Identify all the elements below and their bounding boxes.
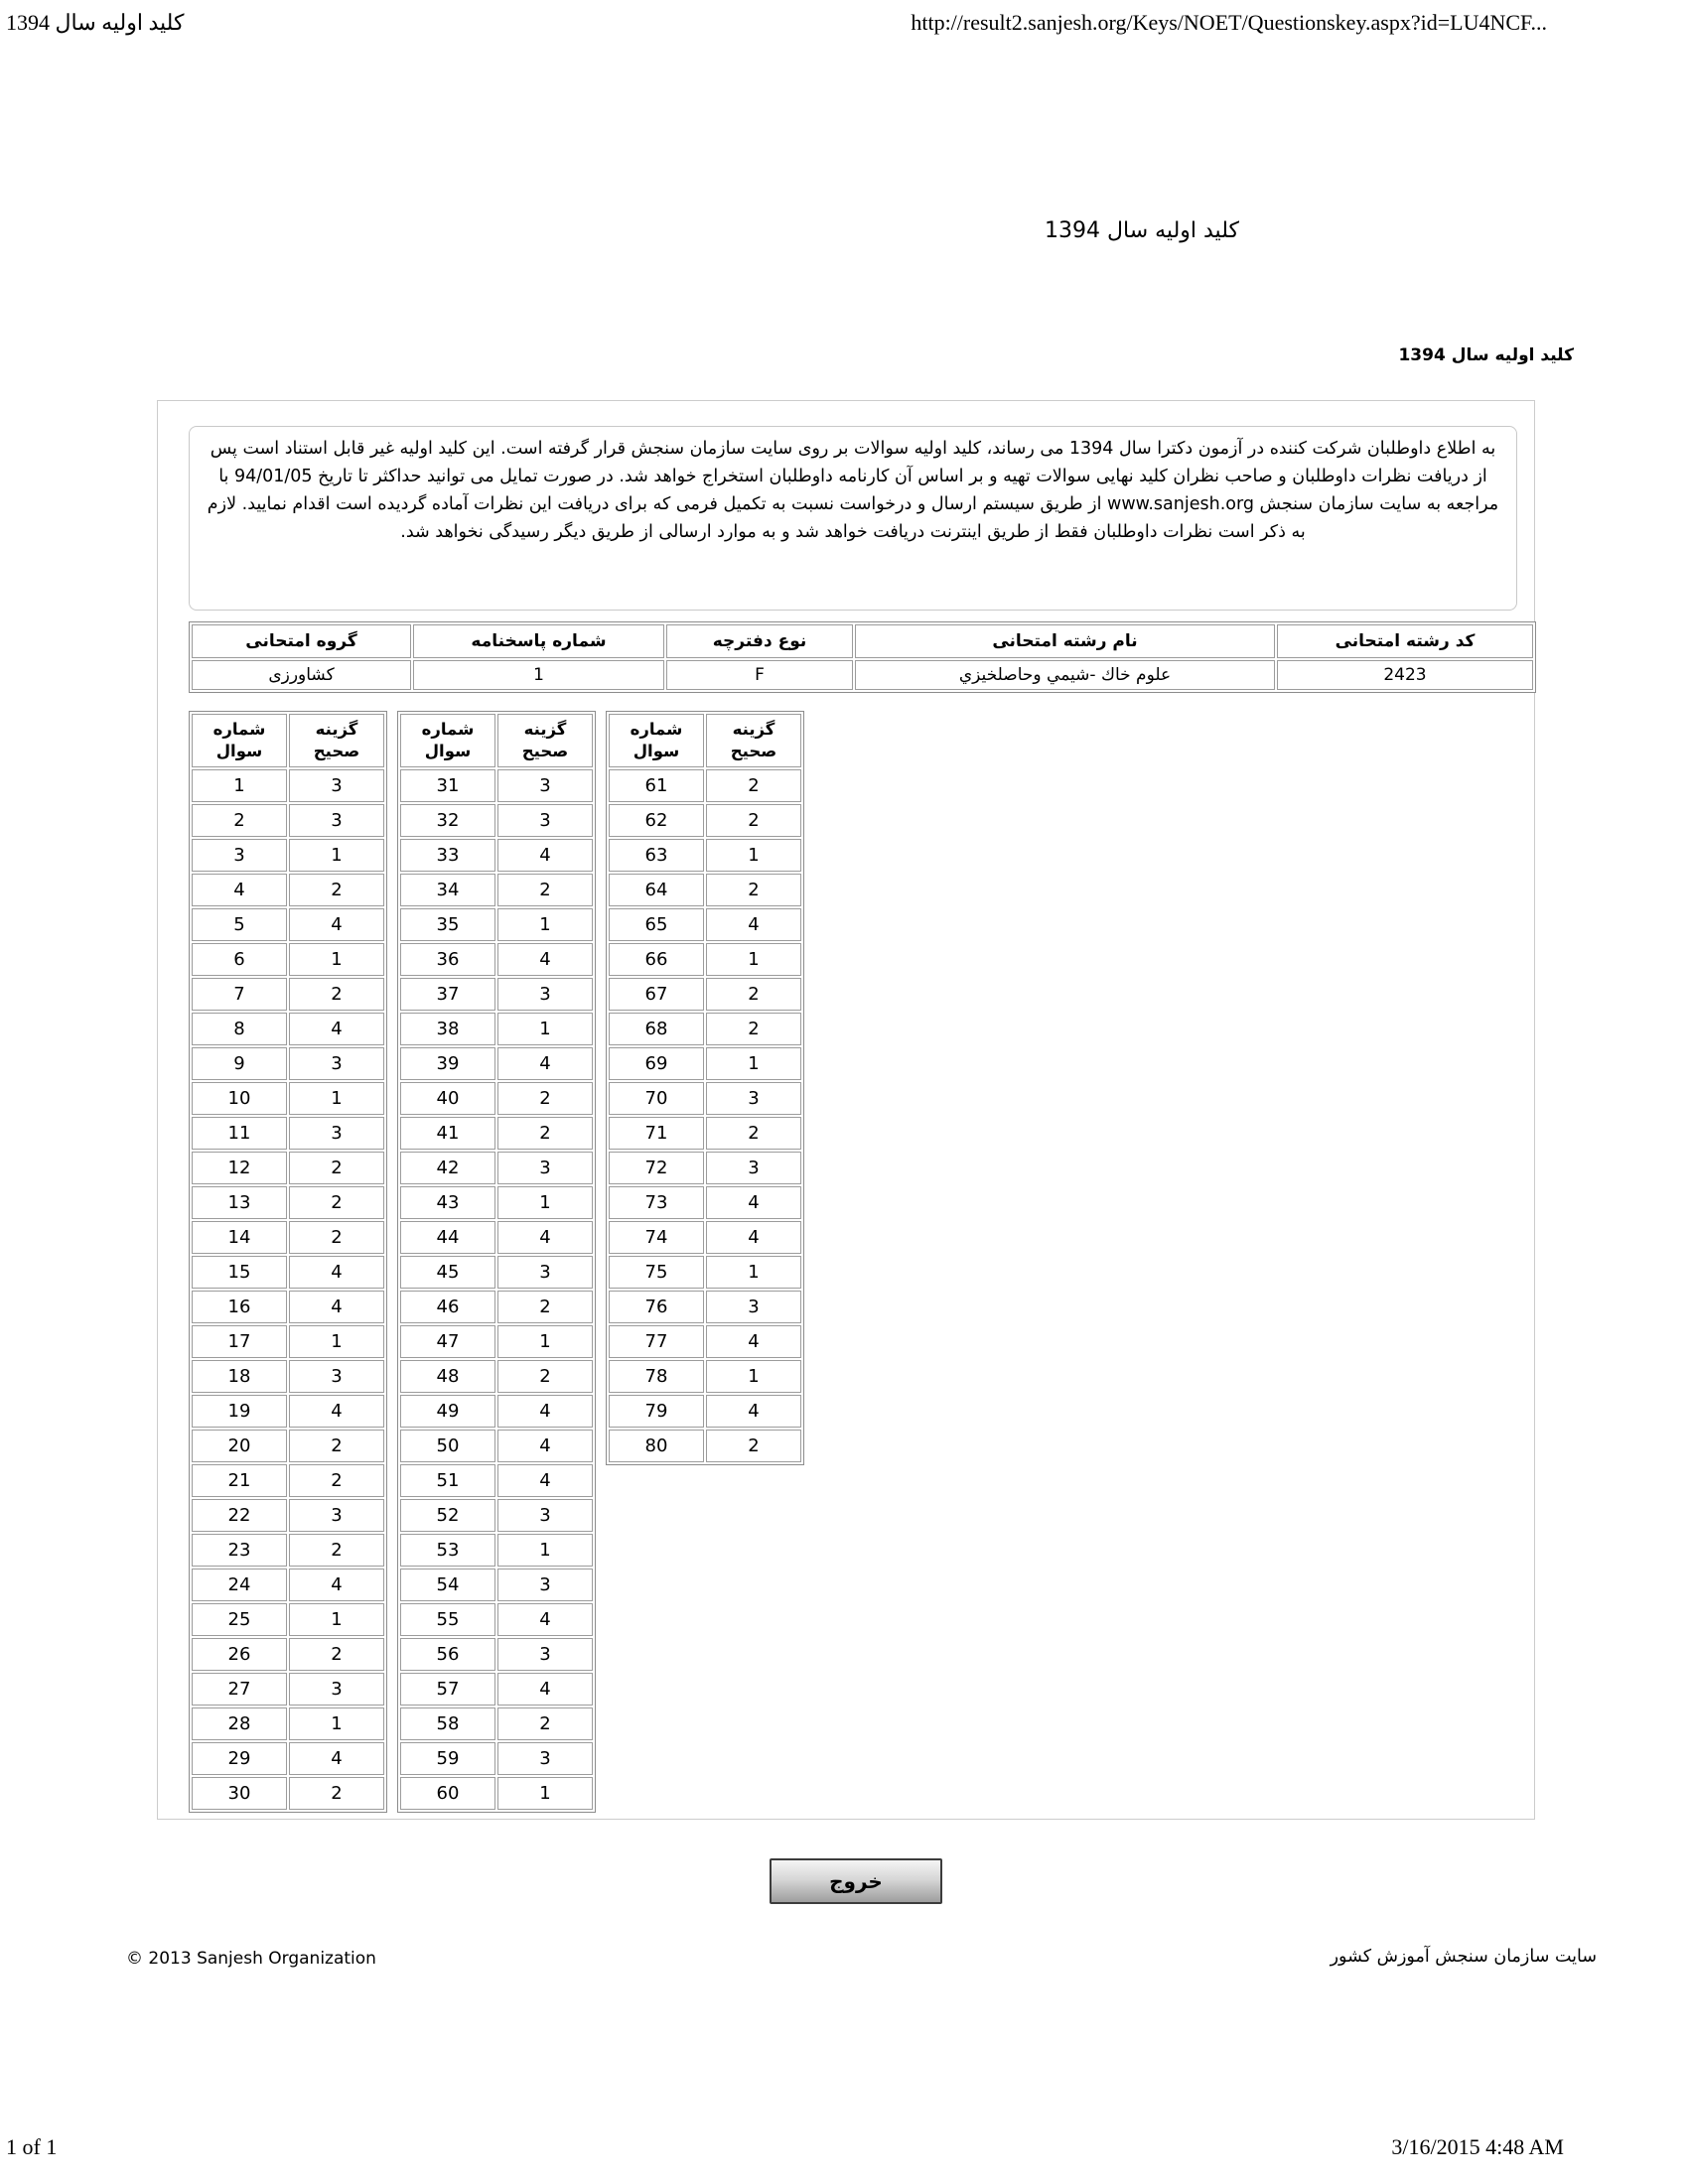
question-number-cell: 52 bbox=[400, 1499, 495, 1532]
answer-row bbox=[609, 978, 801, 1011]
answer-row bbox=[609, 1152, 801, 1184]
correct-option-cell: 2 bbox=[706, 1430, 801, 1462]
question-number-cell: 3 bbox=[192, 839, 287, 872]
answer-row bbox=[609, 839, 801, 872]
correct-option-cell: 4 bbox=[706, 908, 801, 941]
exam-info-header-row bbox=[192, 624, 1533, 658]
question-number-cell: 60 bbox=[400, 1777, 495, 1810]
answer-row bbox=[400, 1707, 593, 1740]
correct-option-cell: 1 bbox=[706, 1360, 801, 1393]
print-header-title: کلید اولیه سال 1394 bbox=[6, 10, 185, 35]
question-number-cell: 4 bbox=[192, 874, 287, 906]
answer-row bbox=[609, 1047, 801, 1080]
question-number-cell: 45 bbox=[400, 1256, 495, 1289]
answer-row bbox=[192, 1395, 384, 1428]
correct-option-cell: 1 bbox=[497, 908, 593, 941]
question-number-cell: 76 bbox=[609, 1291, 704, 1323]
exam-info-header-answersheet-number: شماره پاسخنامه bbox=[413, 624, 664, 658]
question-number-cell: 21 bbox=[192, 1464, 287, 1497]
answer-row bbox=[192, 1464, 384, 1497]
question-number-cell: 14 bbox=[192, 1221, 287, 1254]
question-number-cell: 58 bbox=[400, 1707, 495, 1740]
correct-option-cell: 1 bbox=[497, 1325, 593, 1358]
answer-row bbox=[609, 1013, 801, 1045]
answer-table-header-row bbox=[192, 714, 384, 767]
question-number-cell: 16 bbox=[192, 1291, 287, 1323]
question-number-cell: 41 bbox=[400, 1117, 495, 1150]
answer-row bbox=[192, 1777, 384, 1810]
exam-info-header-booklet-type: نوع دفترچه bbox=[666, 624, 853, 658]
answer-row bbox=[400, 1673, 593, 1706]
question-number-cell: 17 bbox=[192, 1325, 287, 1358]
exam-info-table bbox=[189, 621, 1536, 693]
answer-col-header: گزینه صحیح bbox=[497, 714, 593, 767]
correct-option-cell: 1 bbox=[497, 1186, 593, 1219]
question-number-cell: 80 bbox=[609, 1430, 704, 1462]
answer-row bbox=[192, 1256, 384, 1289]
question-number-cell: 68 bbox=[609, 1013, 704, 1045]
correct-option-cell: 4 bbox=[497, 1673, 593, 1706]
question-number-cell: 32 bbox=[400, 804, 495, 837]
exam-info-header-exam-group: گروه امتحانی bbox=[192, 624, 411, 658]
correct-option-cell: 3 bbox=[497, 1499, 593, 1532]
answer-row bbox=[400, 1360, 593, 1393]
answer-row bbox=[192, 1360, 384, 1393]
answer-row bbox=[400, 804, 593, 837]
question-number-cell: 64 bbox=[609, 874, 704, 906]
answer-row bbox=[609, 804, 801, 837]
question-number-cell: 24 bbox=[192, 1569, 287, 1601]
question-number-cell: 55 bbox=[400, 1603, 495, 1636]
answer-table-1 bbox=[189, 711, 387, 1813]
correct-option-cell: 2 bbox=[497, 874, 593, 906]
question-number-cell: 66 bbox=[609, 943, 704, 976]
correct-option-cell: 2 bbox=[497, 1117, 593, 1150]
question-number-cell: 20 bbox=[192, 1430, 287, 1462]
question-number-cell: 23 bbox=[192, 1534, 287, 1567]
answer-key-heading: کلید اولیه سال 1394 bbox=[1398, 345, 1574, 365]
answer-row bbox=[192, 1673, 384, 1706]
correct-option-cell: 2 bbox=[706, 1117, 801, 1150]
correct-option-cell: 2 bbox=[706, 1013, 801, 1045]
question-number-cell: 63 bbox=[609, 839, 704, 872]
correct-option-cell: 4 bbox=[497, 1047, 593, 1080]
question-number-cell: 43 bbox=[400, 1186, 495, 1219]
answer-row bbox=[400, 1534, 593, 1567]
question-number-cell: 30 bbox=[192, 1777, 287, 1810]
correct-option-cell: 4 bbox=[497, 1603, 593, 1636]
question-number-cell: 27 bbox=[192, 1673, 287, 1706]
correct-option-cell: 4 bbox=[497, 1464, 593, 1497]
question-number-cell: 61 bbox=[609, 769, 704, 802]
question-number-cell: 54 bbox=[400, 1569, 495, 1601]
question-number-cell: 26 bbox=[192, 1638, 287, 1671]
answer-row bbox=[192, 1325, 384, 1358]
correct-option-cell: 2 bbox=[706, 874, 801, 906]
answer-row bbox=[609, 1082, 801, 1115]
correct-option-cell: 4 bbox=[497, 1221, 593, 1254]
question-number-cell: 56 bbox=[400, 1638, 495, 1671]
print-header-url: http://result2.sanjesh.org/Keys/NOET/Questionskey.aspx?id=LU4NCF... bbox=[911, 10, 1547, 35]
question-number-cell: 2 bbox=[192, 804, 287, 837]
answer-row bbox=[609, 1256, 801, 1289]
answer-row bbox=[400, 978, 593, 1011]
question-number-cell: 70 bbox=[609, 1082, 704, 1115]
answer-row bbox=[609, 1186, 801, 1219]
answer-row bbox=[192, 1013, 384, 1045]
question-number-cell: 9 bbox=[192, 1047, 287, 1080]
question-number-cell: 49 bbox=[400, 1395, 495, 1428]
answer-table-2 bbox=[397, 711, 596, 1813]
question-number-cell: 65 bbox=[609, 908, 704, 941]
correct-option-cell: 2 bbox=[289, 1186, 384, 1219]
answer-row bbox=[192, 1082, 384, 1115]
correct-option-cell: 1 bbox=[706, 1256, 801, 1289]
correct-option-cell: 1 bbox=[289, 1707, 384, 1740]
notice-box: به اطلاع داوطلبان شرکت کننده در آزمون دکترا سال 1394 می رساند، کلید اولیه سوالات بر روی سایت سازمان سنجش قرار گرفته است. این کلید اولیه غیر قابل استناد است پس از دریافت نظرات داوطلبان و صاحب نظران کلید نهایی سوالات تهیه و بر اساس آن کارنامه داوطلبان استخراج خواهد شد. در صورت تمایل می توانید حداکثر تا تاریخ 94/01/05 با مراجعه به سایت سازمان سنجش www.sanjesh.org از طریق سیستم ارسال و درخواست نسبت به تکمیل فرمی که برای دریافت این نظرات آماده گردیده است اقدام نمایید. لازم به ذکر است نظرات داوطلبان فقط از طریق اینترنت دریافت خواهد شد و به موارد ارسالی از طریق دیگر رسیدگی نخواهد شد. bbox=[189, 426, 1517, 611]
question-number-cell: 36 bbox=[400, 943, 495, 976]
question-number-cell: 31 bbox=[400, 769, 495, 802]
correct-option-cell: 2 bbox=[706, 804, 801, 837]
answer-row bbox=[192, 1430, 384, 1462]
correct-option-cell: 2 bbox=[706, 978, 801, 1011]
answer-row bbox=[609, 1325, 801, 1358]
correct-option-cell: 3 bbox=[289, 1360, 384, 1393]
question-number-cell: 77 bbox=[609, 1325, 704, 1358]
exam-info-value-exam-group: کشاورزی bbox=[192, 660, 411, 690]
answer-row bbox=[192, 1603, 384, 1636]
question-number-cell: 67 bbox=[609, 978, 704, 1011]
correct-option-cell: 4 bbox=[289, 1256, 384, 1289]
answer-row bbox=[400, 1325, 593, 1358]
answer-row bbox=[192, 1707, 384, 1740]
question-number-cell: 33 bbox=[400, 839, 495, 872]
page-number: 1 of 1 bbox=[6, 2134, 58, 2159]
correct-option-cell: 4 bbox=[706, 1325, 801, 1358]
correct-option-cell: 1 bbox=[706, 839, 801, 872]
answer-row bbox=[609, 908, 801, 941]
question-number-cell: 6 bbox=[192, 943, 287, 976]
correct-option-cell: 3 bbox=[289, 1117, 384, 1150]
correct-option-cell: 2 bbox=[706, 769, 801, 802]
question-number-cell: 19 bbox=[192, 1395, 287, 1428]
correct-option-cell: 2 bbox=[289, 874, 384, 906]
question-number-cell: 50 bbox=[400, 1430, 495, 1462]
answer-row bbox=[609, 1291, 801, 1323]
answer-row bbox=[192, 1186, 384, 1219]
correct-option-cell: 3 bbox=[497, 1256, 593, 1289]
content-panel bbox=[157, 400, 1535, 1820]
answer-row bbox=[400, 1499, 593, 1532]
answer-row bbox=[400, 1603, 593, 1636]
answer-row bbox=[192, 908, 384, 941]
correct-option-cell: 1 bbox=[706, 1047, 801, 1080]
correct-option-cell: 2 bbox=[289, 1464, 384, 1497]
answer-row bbox=[192, 874, 384, 906]
answer-row bbox=[609, 769, 801, 802]
question-number-cell: 12 bbox=[192, 1152, 287, 1184]
answer-row bbox=[192, 1117, 384, 1150]
print-timestamp: 3/16/2015 4:48 AM bbox=[1391, 2134, 1564, 2159]
question-number-cell: 44 bbox=[400, 1221, 495, 1254]
copyright-text: © 2013 Sanjesh Organization bbox=[126, 1949, 376, 1969]
correct-option-cell: 2 bbox=[289, 1777, 384, 1810]
answer-row bbox=[400, 1186, 593, 1219]
correct-option-cell: 4 bbox=[706, 1186, 801, 1219]
answer-key-tables bbox=[189, 711, 804, 1813]
question-number-cell: 15 bbox=[192, 1256, 287, 1289]
question-col-header: شماره سوال bbox=[400, 714, 495, 767]
correct-option-cell: 1 bbox=[289, 1325, 384, 1358]
correct-option-cell: 2 bbox=[289, 978, 384, 1011]
answer-row bbox=[609, 1360, 801, 1393]
answer-row bbox=[609, 1117, 801, 1150]
correct-option-cell: 4 bbox=[706, 1221, 801, 1254]
answer-table-header-row bbox=[400, 714, 593, 767]
correct-option-cell: 3 bbox=[497, 1569, 593, 1601]
question-number-cell: 71 bbox=[609, 1117, 704, 1150]
correct-option-cell: 2 bbox=[497, 1291, 593, 1323]
exam-info-value-field-name: علوم خاك -شيمي وحاصلخيزي bbox=[855, 660, 1275, 690]
question-number-cell: 79 bbox=[609, 1395, 704, 1428]
exam-info-value-row bbox=[192, 660, 1533, 690]
correct-option-cell: 4 bbox=[706, 1395, 801, 1428]
site-name-text: سایت سازمان سنجش آموزش کشور bbox=[1330, 1947, 1597, 1967]
answer-row bbox=[400, 1291, 593, 1323]
answer-row bbox=[400, 1082, 593, 1115]
correct-option-cell: 3 bbox=[706, 1082, 801, 1115]
question-col-header: شماره سوال bbox=[609, 714, 704, 767]
question-number-cell: 8 bbox=[192, 1013, 287, 1045]
correct-option-cell: 3 bbox=[289, 1673, 384, 1706]
answer-row bbox=[192, 1291, 384, 1323]
question-number-cell: 39 bbox=[400, 1047, 495, 1080]
answer-row bbox=[192, 1047, 384, 1080]
answer-col-header: گزینه صحیح bbox=[289, 714, 384, 767]
correct-option-cell: 4 bbox=[497, 1395, 593, 1428]
question-number-cell: 59 bbox=[400, 1742, 495, 1775]
correct-option-cell: 3 bbox=[289, 769, 384, 802]
exam-info-header-code: کد رشته امتحانی bbox=[1277, 624, 1533, 658]
question-number-cell: 38 bbox=[400, 1013, 495, 1045]
answer-row bbox=[400, 839, 593, 872]
question-number-cell: 18 bbox=[192, 1360, 287, 1393]
question-number-cell: 28 bbox=[192, 1707, 287, 1740]
question-number-cell: 10 bbox=[192, 1082, 287, 1115]
question-number-cell: 78 bbox=[609, 1360, 704, 1393]
question-number-cell: 57 bbox=[400, 1673, 495, 1706]
exam-info-value-booklet-type: F bbox=[666, 660, 853, 690]
answer-row bbox=[192, 1742, 384, 1775]
question-number-cell: 42 bbox=[400, 1152, 495, 1184]
answer-row bbox=[400, 1117, 593, 1150]
correct-option-cell: 1 bbox=[289, 943, 384, 976]
answer-row bbox=[400, 1395, 593, 1428]
correct-option-cell: 3 bbox=[497, 804, 593, 837]
question-number-cell: 13 bbox=[192, 1186, 287, 1219]
correct-option-cell: 1 bbox=[289, 1082, 384, 1115]
question-number-cell: 62 bbox=[609, 804, 704, 837]
correct-option-cell: 4 bbox=[289, 1569, 384, 1601]
answer-row bbox=[400, 1013, 593, 1045]
correct-option-cell: 3 bbox=[497, 1742, 593, 1775]
answer-row bbox=[192, 839, 384, 872]
answer-row bbox=[400, 1152, 593, 1184]
answer-table-header-row bbox=[609, 714, 801, 767]
correct-option-cell: 2 bbox=[289, 1534, 384, 1567]
answer-row bbox=[400, 908, 593, 941]
exam-info-value-code: 2423 bbox=[1277, 660, 1533, 690]
answer-row bbox=[192, 1499, 384, 1532]
question-number-cell: 35 bbox=[400, 908, 495, 941]
answer-row bbox=[400, 1464, 593, 1497]
answer-row bbox=[400, 1777, 593, 1810]
answer-row bbox=[192, 943, 384, 976]
correct-option-cell: 1 bbox=[497, 1534, 593, 1567]
correct-option-cell: 2 bbox=[497, 1360, 593, 1393]
answer-row bbox=[400, 1256, 593, 1289]
exam-info-value-answersheet-number: 1 bbox=[413, 660, 664, 690]
correct-option-cell: 3 bbox=[497, 1638, 593, 1671]
correct-option-cell: 1 bbox=[289, 839, 384, 872]
answer-row bbox=[192, 1221, 384, 1254]
answer-row bbox=[192, 1534, 384, 1567]
correct-option-cell: 2 bbox=[497, 1707, 593, 1740]
correct-option-cell: 4 bbox=[289, 1395, 384, 1428]
correct-option-cell: 1 bbox=[497, 1013, 593, 1045]
answer-row bbox=[400, 1638, 593, 1671]
question-number-cell: 11 bbox=[192, 1117, 287, 1150]
correct-option-cell: 2 bbox=[289, 1221, 384, 1254]
correct-option-cell: 3 bbox=[289, 1499, 384, 1532]
question-number-cell: 75 bbox=[609, 1256, 704, 1289]
correct-option-cell: 4 bbox=[289, 1742, 384, 1775]
question-number-cell: 51 bbox=[400, 1464, 495, 1497]
answer-row bbox=[400, 1430, 593, 1462]
question-number-cell: 53 bbox=[400, 1534, 495, 1567]
question-col-header: شماره سوال bbox=[192, 714, 287, 767]
answer-row bbox=[192, 804, 384, 837]
correct-option-cell: 1 bbox=[706, 943, 801, 976]
correct-option-cell: 2 bbox=[289, 1152, 384, 1184]
answer-row bbox=[609, 874, 801, 906]
question-number-cell: 73 bbox=[609, 1186, 704, 1219]
answer-row bbox=[400, 769, 593, 802]
correct-option-cell: 2 bbox=[497, 1082, 593, 1115]
correct-option-cell: 3 bbox=[289, 1047, 384, 1080]
correct-option-cell: 3 bbox=[497, 1152, 593, 1184]
question-number-cell: 5 bbox=[192, 908, 287, 941]
answer-row bbox=[192, 1152, 384, 1184]
correct-option-cell: 4 bbox=[289, 908, 384, 941]
question-number-cell: 40 bbox=[400, 1082, 495, 1115]
answer-row bbox=[400, 1569, 593, 1601]
question-number-cell: 7 bbox=[192, 978, 287, 1011]
question-number-cell: 69 bbox=[609, 1047, 704, 1080]
question-number-cell: 37 bbox=[400, 978, 495, 1011]
answer-row bbox=[400, 1221, 593, 1254]
correct-option-cell: 3 bbox=[497, 978, 593, 1011]
answer-table-3 bbox=[606, 711, 804, 1465]
question-number-cell: 22 bbox=[192, 1499, 287, 1532]
correct-option-cell: 2 bbox=[289, 1638, 384, 1671]
question-number-cell: 48 bbox=[400, 1360, 495, 1393]
answer-row bbox=[192, 1569, 384, 1601]
correct-option-cell: 3 bbox=[289, 804, 384, 837]
question-number-cell: 72 bbox=[609, 1152, 704, 1184]
question-number-cell: 29 bbox=[192, 1742, 287, 1775]
correct-option-cell: 4 bbox=[497, 943, 593, 976]
answer-col-header: گزینه صحیح bbox=[706, 714, 801, 767]
answer-row bbox=[400, 1047, 593, 1080]
correct-option-cell: 4 bbox=[289, 1013, 384, 1045]
answer-row bbox=[192, 1638, 384, 1671]
question-number-cell: 47 bbox=[400, 1325, 495, 1358]
answer-row bbox=[192, 769, 384, 802]
correct-option-cell: 1 bbox=[497, 1777, 593, 1810]
answer-row bbox=[400, 874, 593, 906]
answer-row bbox=[609, 1221, 801, 1254]
page-title: کلید اولیه سال 1394 bbox=[1045, 218, 1239, 243]
answer-row bbox=[609, 1395, 801, 1428]
answer-row bbox=[609, 943, 801, 976]
correct-option-cell: 4 bbox=[497, 839, 593, 872]
question-number-cell: 46 bbox=[400, 1291, 495, 1323]
question-number-cell: 74 bbox=[609, 1221, 704, 1254]
correct-option-cell: 3 bbox=[497, 769, 593, 802]
correct-option-cell: 4 bbox=[289, 1291, 384, 1323]
correct-option-cell: 1 bbox=[289, 1603, 384, 1636]
exam-info-header-field-name: نام رشته امتحانی bbox=[855, 624, 1275, 658]
answer-row bbox=[400, 1742, 593, 1775]
correct-option-cell: 4 bbox=[497, 1430, 593, 1462]
exit-button[interactable]: خروج bbox=[770, 1858, 942, 1904]
answer-row bbox=[192, 978, 384, 1011]
question-number-cell: 1 bbox=[192, 769, 287, 802]
answer-row bbox=[609, 1430, 801, 1462]
answer-row bbox=[400, 943, 593, 976]
correct-option-cell: 3 bbox=[706, 1291, 801, 1323]
question-number-cell: 34 bbox=[400, 874, 495, 906]
question-number-cell: 25 bbox=[192, 1603, 287, 1636]
correct-option-cell: 2 bbox=[289, 1430, 384, 1462]
correct-option-cell: 3 bbox=[706, 1152, 801, 1184]
